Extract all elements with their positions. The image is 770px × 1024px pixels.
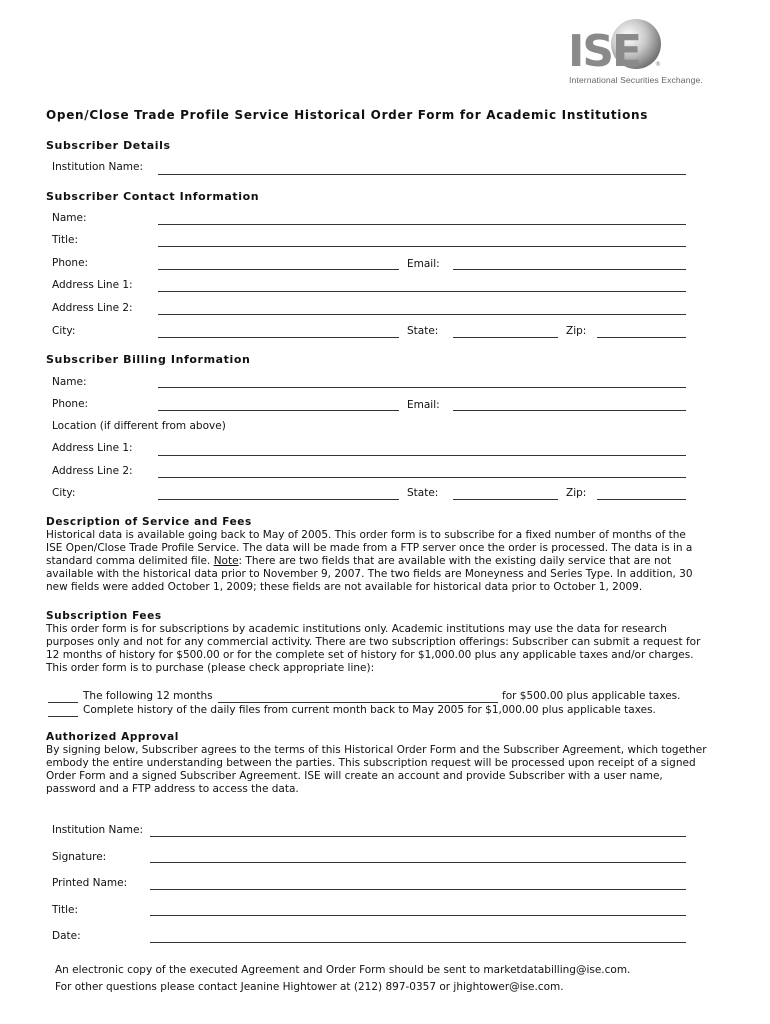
option-12-months-field[interactable] bbox=[218, 702, 498, 703]
contact-phone-label: Phone: bbox=[52, 257, 89, 269]
contact-info-heading: Subscriber Contact Information bbox=[46, 190, 260, 203]
svg-text:ISE: ISE bbox=[568, 26, 641, 77]
sig-title-field[interactable] bbox=[150, 915, 686, 916]
svg-text:®: ® bbox=[655, 61, 661, 68]
billing-address2-label: Address Line 2: bbox=[52, 465, 133, 477]
sig-printed-name-label: Printed Name: bbox=[52, 877, 128, 889]
approval-line: Order Form and a signed Subscriber Agreement. ISE will create an account and provide Subscriber with a user name, bbox=[46, 770, 663, 782]
fees-line: 12 months of history for $500.00 or for the complete set of history for $1,000.00 plus any applicable taxes and/or charges. bbox=[46, 649, 694, 661]
description-text: : There are two fields that are available with the existing daily service that are not bbox=[238, 555, 672, 567]
billing-address2-field[interactable] bbox=[158, 477, 686, 478]
authorized-approval-heading: Authorized Approval bbox=[46, 731, 179, 743]
approval-line: By signing below, Subscriber agrees to the terms of this Historical Order Form and the Subscriber Agreement, which together bbox=[46, 744, 707, 756]
subscription-fees-heading: Subscription Fees bbox=[46, 610, 162, 622]
billing-zip-field[interactable] bbox=[597, 499, 686, 500]
page-title: Open/Close Trade Profile Service Historical Order Form for Academic Institutions bbox=[46, 108, 649, 122]
institution-name-label: Institution Name: bbox=[52, 161, 143, 173]
contact-address2-label: Address Line 2: bbox=[52, 302, 133, 314]
contact-email-field[interactable] bbox=[453, 269, 686, 270]
contact-zip-field[interactable] bbox=[597, 337, 686, 338]
sig-title-label: Title: bbox=[52, 904, 79, 916]
fees-line: This order form is to purchase (please check appropriate line): bbox=[46, 662, 375, 674]
description-line: available with the historical data prior to November 9, 2007. The two fields are Moneyness and Series Type. In addition, 30 bbox=[46, 568, 693, 580]
note-label: Note bbox=[213, 555, 239, 567]
sig-institution-name-field[interactable] bbox=[150, 836, 686, 837]
contact-zip-label: Zip: bbox=[566, 325, 587, 337]
option-complete-history-checkline[interactable] bbox=[48, 716, 78, 717]
contact-name-label: Name: bbox=[52, 212, 87, 224]
contact-title-field[interactable] bbox=[158, 246, 686, 247]
fees-line: This order form is for subscriptions by academic institutions only. Academic institutions may use the data for research bbox=[46, 623, 667, 635]
contact-city-field[interactable] bbox=[158, 337, 399, 338]
billing-phone-label: Phone: bbox=[52, 398, 89, 410]
contact-phone-field[interactable] bbox=[158, 269, 399, 270]
billing-name-label: Name: bbox=[52, 376, 87, 388]
description-line: Historical data is available going back to May of 2005. This order form is to subscribe for a fixed number of months of the bbox=[46, 529, 686, 541]
billing-address1-label: Address Line 1: bbox=[52, 442, 133, 454]
billing-city-label: City: bbox=[52, 487, 76, 499]
option-complete-history-label: Complete history of the daily files from current month back to May 2005 for $1,000.00 plus applicable taxes. bbox=[83, 704, 656, 716]
sig-date-label: Date: bbox=[52, 930, 81, 942]
sig-date-field[interactable] bbox=[150, 942, 686, 943]
approval-line: embody the entire understanding between the parties. This subscription request will be processed upon receipt of a signed bbox=[46, 757, 696, 769]
description-line bbox=[46, 555, 736, 568]
billing-info-heading: Subscriber Billing Information bbox=[46, 353, 251, 366]
billing-location-note: Location (if different from above) bbox=[52, 420, 226, 432]
approval-line: password and a FTP address to access the data. bbox=[46, 783, 299, 795]
contact-address1-field[interactable] bbox=[158, 291, 686, 292]
description-line: ISE Open/Close Trade Profile Service. The data will be made from a FTP server once the order is processed. The data is in a bbox=[46, 542, 693, 554]
option-12-months-label: The following 12 months bbox=[83, 690, 213, 702]
footer-send-instructions: An electronic copy of the executed Agreement and Order Form should be sent to marketdatabilling@ise.com. bbox=[55, 964, 631, 976]
description-heading: Description of Service and Fees bbox=[46, 516, 252, 528]
contact-state-label: State: bbox=[407, 325, 439, 337]
billing-state-field[interactable] bbox=[453, 499, 558, 500]
contact-state-field[interactable] bbox=[453, 337, 558, 338]
billing-name-field[interactable] bbox=[158, 387, 686, 388]
option-12-months-price: for $500.00 plus applicable taxes. bbox=[502, 690, 681, 702]
sig-printed-name-field[interactable] bbox=[150, 889, 686, 890]
description-line: new fields were added October 1, 2009; these fields are not available for historical data prior to October 1, 2009. bbox=[46, 581, 643, 593]
sig-signature-label: Signature: bbox=[52, 851, 107, 863]
ise-logo-graphic bbox=[566, 14, 716, 78]
contact-name-field[interactable] bbox=[158, 224, 686, 225]
billing-email-field[interactable] bbox=[453, 410, 686, 411]
contact-address2-field[interactable] bbox=[158, 314, 686, 315]
sig-institution-name-label: Institution Name: bbox=[52, 824, 143, 836]
billing-address1-field[interactable] bbox=[158, 455, 686, 456]
billing-state-label: State: bbox=[407, 487, 439, 499]
contact-city-label: City: bbox=[52, 325, 76, 337]
option-12-months-checkline[interactable] bbox=[48, 702, 78, 703]
billing-phone-field[interactable] bbox=[158, 410, 399, 411]
sig-signature-field[interactable] bbox=[150, 862, 686, 863]
subscription-fees-paragraph bbox=[46, 623, 736, 675]
billing-zip-label: Zip: bbox=[566, 487, 587, 499]
contact-title-label: Title: bbox=[52, 234, 79, 246]
logo-subtitle: International Securities Exchange. bbox=[569, 75, 703, 85]
billing-city-field[interactable] bbox=[158, 499, 399, 500]
subscriber-details-heading: Subscriber Details bbox=[46, 139, 171, 152]
contact-email-label: Email: bbox=[407, 258, 440, 270]
institution-name-field[interactable] bbox=[158, 174, 686, 175]
authorized-approval-paragraph bbox=[46, 744, 736, 796]
description-paragraph bbox=[46, 529, 736, 594]
contact-address1-label: Address Line 1: bbox=[52, 279, 133, 291]
fees-line: purposes only and not for any commercial activity. There are two subscription offerings: Subscriber can submit a request for bbox=[46, 636, 701, 648]
description-text: standard comma delimited file. bbox=[46, 555, 214, 567]
footer-contact-info: For other questions please contact Jeanine Hightower at (212) 897-0357 or jhightower@ise.com. bbox=[55, 981, 564, 993]
billing-email-label: Email: bbox=[407, 399, 440, 411]
